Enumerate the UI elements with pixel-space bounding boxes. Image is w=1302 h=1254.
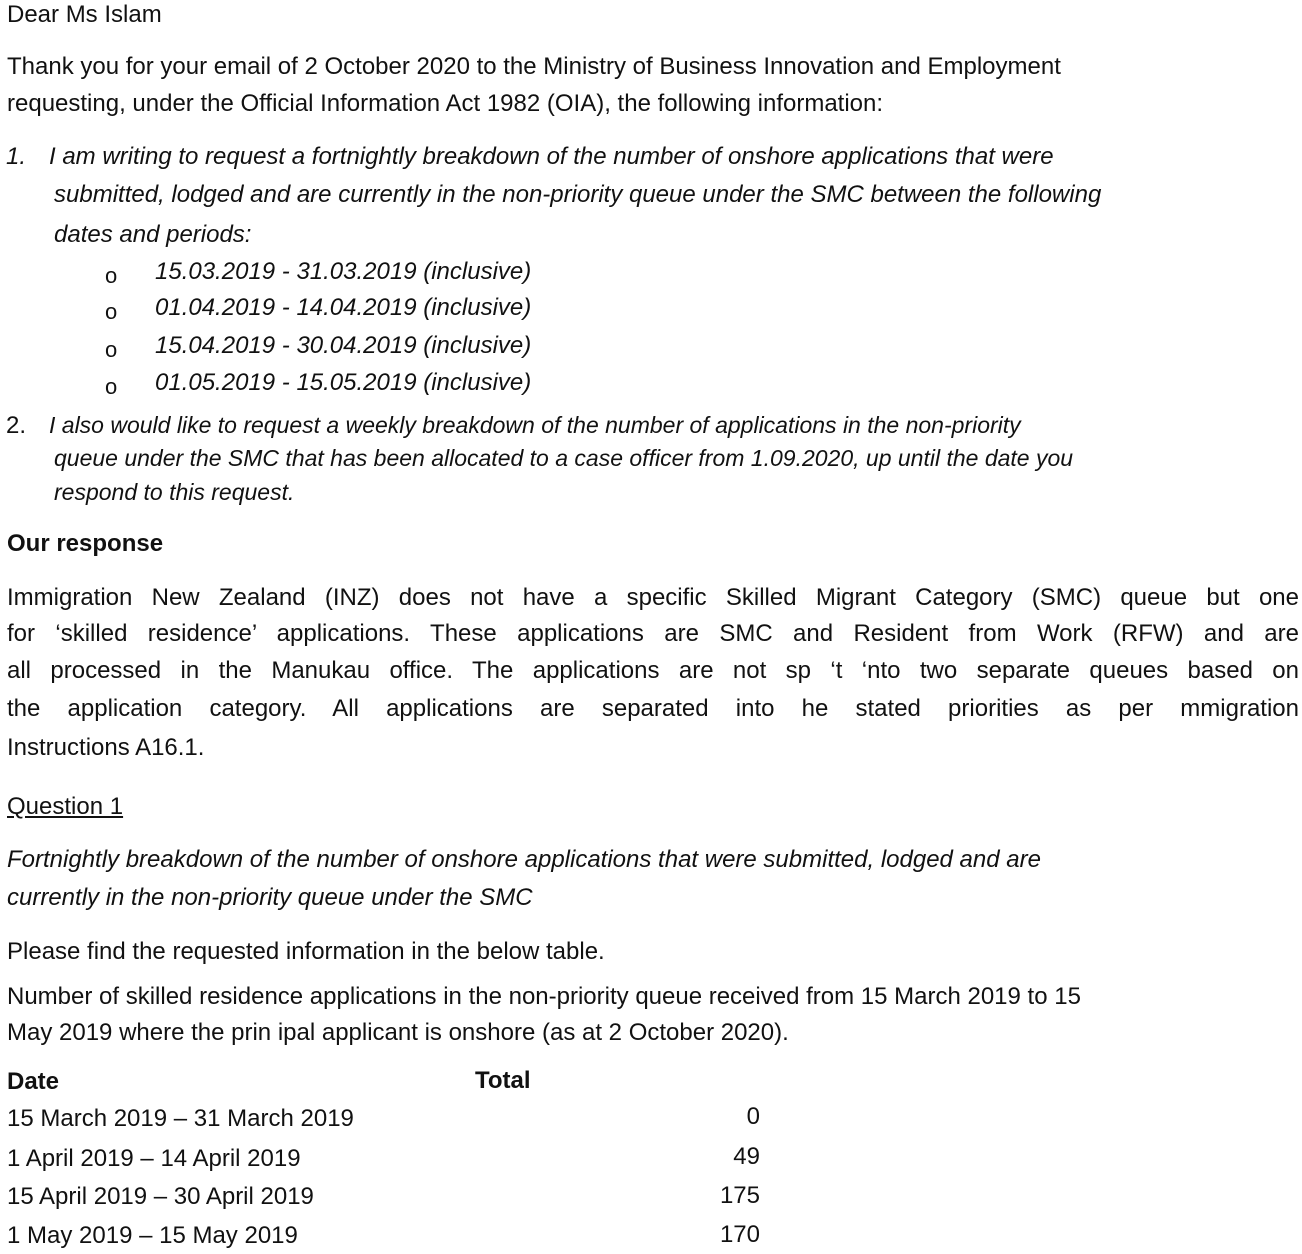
period-item: 01.04.2019 - 14.04.2019 (inclusive) [155, 294, 532, 321]
table-cell-total: 170 [719, 1221, 760, 1248]
bullet-icon: o [105, 374, 118, 399]
request-1-line-2: submitted, lodged and are currently in the non-priority queue under the SMC between the following [54, 181, 1102, 208]
response-line-5: Instructions A16.1. [7, 734, 205, 761]
table-cell-total: 0 [746, 1103, 760, 1130]
salutation: Dear Ms Islam [7, 1, 162, 28]
response-line-4: the application category. All applications are separated into he stated priorities as per mmigration [7, 695, 1299, 722]
request-1-number: 1. [6, 143, 27, 170]
question-1-desc-line-1: Fortnightly breakdown of the number of onshore applications that were submitted, lodged and are [7, 846, 1041, 873]
request-1-line-3: dates and periods: [54, 221, 252, 248]
table-header-date: Date [7, 1068, 60, 1095]
response-line-2: for ‘skilled residence’ applications. These applications are SMC and Resident from Work (RFW) and are [7, 620, 1299, 647]
table-cell-date: 1 May 2019 – 15 May 2019 [7, 1222, 298, 1249]
table-cell-date: 15 March 2019 – 31 March 2019 [7, 1105, 354, 1132]
question-1-heading: Question 1 [7, 793, 124, 820]
request-2-line-2: queue under the SMC that has been allocated to a case officer from 1.09.2020, up until the date you [54, 445, 1074, 471]
bullet-icon: o [105, 337, 118, 362]
intro-line-1: Thank you for your email of 2 October 2020 to the Ministry of Business Innovation and Employment [7, 53, 1061, 80]
response-heading: Our response [7, 530, 164, 557]
period-item: 15.04.2019 - 30.04.2019 (inclusive) [155, 332, 532, 359]
request-2-line-1: I also would like to request a weekly breakdown of the number of applications in the non-priority [49, 412, 1021, 438]
table-cell-date: 15 April 2019 – 30 April 2019 [7, 1183, 314, 1210]
table-cell-date: 1 April 2019 – 14 April 2019 [7, 1145, 301, 1172]
table-cell-total: 49 [733, 1143, 760, 1170]
table-caption-line-2: May 2019 where the prin ipal applicant is onshore (as at 2 October 2020). [7, 1019, 789, 1046]
question-1-desc-line-2: currently in the non-priority queue under the SMC [7, 884, 533, 911]
bullet-icon: o [105, 263, 118, 288]
intro-line-2: requesting, under the Official Information Act 1982 (OIA), the following information: [7, 90, 884, 117]
request-1-line-1: I am writing to request a fortnightly breakdown of the number of onshore applications that were [49, 143, 1054, 170]
period-item: 01.05.2019 - 15.05.2019 (inclusive) [155, 369, 532, 396]
bullet-icon: o [105, 299, 118, 324]
request-2-line-3: respond to this request. [54, 479, 295, 505]
request-2-number: 2. [6, 412, 27, 439]
period-item: 15.03.2019 - 31.03.2019 (inclusive) [155, 258, 532, 285]
response-line-3: all processed in the Manukau office. The applications are not sp ‘t ‘nto two separate queues based on [7, 657, 1299, 684]
table-caption-line-1: Number of skilled residence applications in the non-priority queue received from 15 March 2019 to 15 [7, 983, 1081, 1010]
response-line-1: Immigration New Zealand (INZ) does not have a specific Skilled Migrant Category (SMC) queue but one [7, 584, 1299, 611]
table-header-total: Total [475, 1067, 531, 1094]
table-cell-total: 175 [719, 1182, 760, 1209]
find-text: Please find the requested information in the below table. [7, 938, 605, 965]
